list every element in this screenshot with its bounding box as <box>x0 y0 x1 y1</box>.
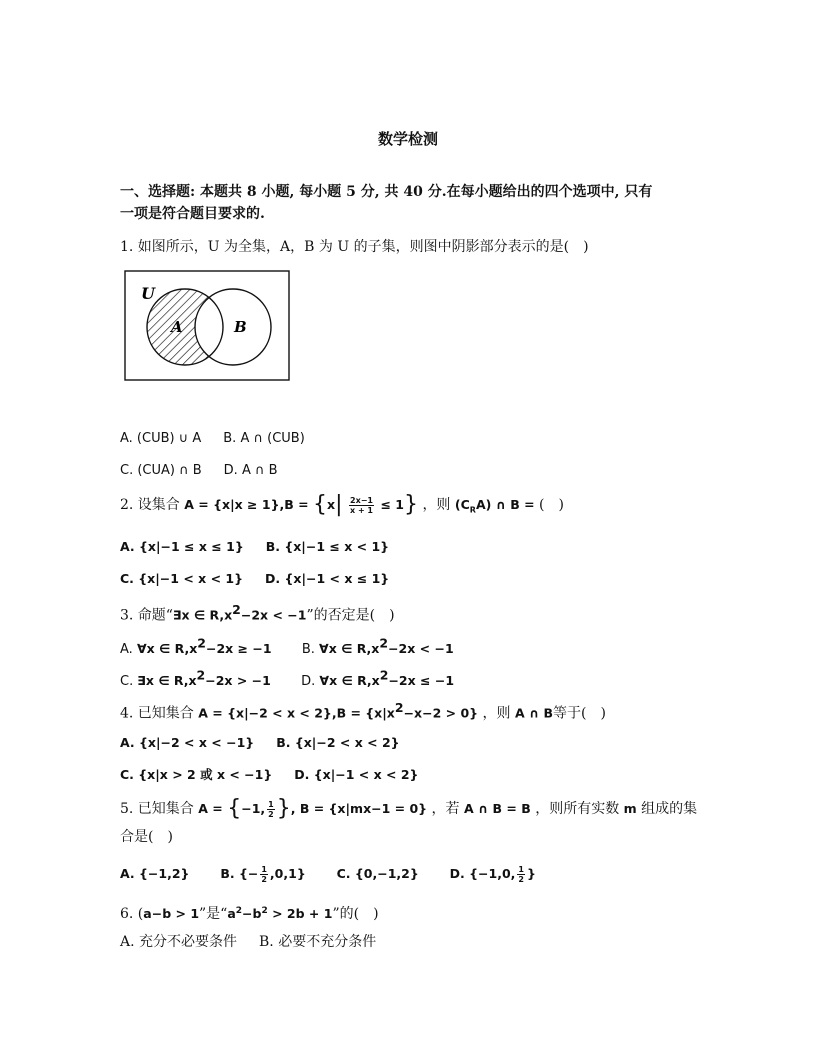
q5-stem-end: 组成的集 <box>641 801 698 817</box>
q3-option-a-label: A. <box>120 642 133 658</box>
q3-option-c-label: C. <box>120 674 134 690</box>
q3-option-c-sup: 2 <box>196 668 206 683</box>
q5-options-row <box>120 864 536 884</box>
q4-stem-mid: ，则 <box>482 705 511 722</box>
q6-stem <box>120 901 379 924</box>
q5-brace-open: { <box>227 796 242 821</box>
label-u: U <box>141 284 155 303</box>
q5-option-b-prefix: B. {− <box>220 866 259 881</box>
q5-set-a-val: −1, <box>241 801 266 816</box>
q5-option-d-frac <box>517 865 525 884</box>
q1-option-a[interactable]: A. (CUB) ∪ A <box>120 431 202 446</box>
q4-sets-sup: 2 <box>394 700 404 715</box>
q3-option-c-a: ∃x ∈ R,x <box>137 673 197 689</box>
q6-stem-prefix: 6. ( <box>120 906 144 923</box>
q3-option-a-a: ∀x ∈ R,x <box>136 641 198 657</box>
q5-option-b-suffix: ,0,1} <box>269 866 306 881</box>
q3-option-c-b: −2x > −1 <box>205 673 271 689</box>
q5-var: m <box>623 801 637 816</box>
section-heading-line2: 一项是符合题目要求的. <box>120 206 265 222</box>
q6-cond2-b: −b <box>242 906 262 922</box>
q5-option-d-frac-num: 1 <box>518 865 524 874</box>
q3-options-row1 <box>120 634 454 660</box>
q6-cond2-sup2: 2 <box>261 906 268 916</box>
label-a: A <box>171 318 183 336</box>
q5-stem-tail: ，则所有实数 <box>535 801 620 817</box>
q2-option-b[interactable]: B. {x|−1 ≤ x < 1} <box>265 539 390 554</box>
q5-option-b-frac <box>260 865 268 884</box>
q2-stem-end: ( ) <box>539 497 564 513</box>
q4-expr: A ∩ B <box>514 705 554 721</box>
q5-set-a: A = <box>198 801 223 816</box>
q2-complement-tail: A) ∩ B = <box>475 497 535 512</box>
q2-complement-sub: R <box>469 505 476 515</box>
q2-complement <box>454 497 535 515</box>
q5-option-b-frac-num: 1 <box>261 865 267 874</box>
q3-option-a-b: −2x ≥ −1 <box>205 641 272 657</box>
q2-set-a: A = {x|x ≥ 1},B = <box>184 497 309 512</box>
q5-stem-mid: ，若 <box>431 801 460 817</box>
q2-option-d[interactable]: D. {x|−1 < x ≤ 1} <box>265 571 390 586</box>
q2-stem <box>120 492 564 521</box>
q3-option-a[interactable] <box>120 636 272 658</box>
q5-option-c[interactable]: C. {0,−1,2} <box>336 866 419 881</box>
q5-option-b-frac-den: 2 <box>261 875 267 884</box>
q3-option-c[interactable] <box>120 668 271 690</box>
q3-option-b-label: B. <box>301 642 315 658</box>
q5-stem <box>120 796 698 821</box>
q4-sets-b: −x−2 > 0} <box>403 705 479 721</box>
q6-option-a[interactable]: A. 充分不必要条件 <box>120 934 238 950</box>
q4-stem-prefix: 4. 已知集合 <box>120 705 194 722</box>
q6-cond2-sup1: 2 <box>235 906 243 916</box>
q2-bar: | <box>335 492 343 517</box>
q2-frac-den: x + 1 <box>350 505 373 515</box>
q2-stem-prefix: 2. 设集合 <box>120 497 180 513</box>
q6-options-row1 <box>120 932 376 952</box>
q3-prop-b: −2x < −1 <box>240 607 307 623</box>
q5-set-b: , B = {x|mx−1 = 0} <box>290 801 428 816</box>
q5-option-d-prefix: D. {−1,0, <box>449 866 516 881</box>
q4-option-c[interactable]: C. {x|x > 2 或 x < −1} <box>120 767 273 782</box>
q3-stem-end: ”的否定是( ) <box>306 607 395 624</box>
q3-option-d[interactable] <box>301 668 455 690</box>
q5-frac-num: 1 <box>268 799 274 809</box>
q2-frac-num: 2x−1 <box>350 495 373 505</box>
q6-stem-end: ”的( ) <box>332 906 379 923</box>
q6-cond2-c: > 2b + 1 <box>272 906 333 922</box>
q4-option-d[interactable]: D. {x|−1 < x < 2} <box>294 767 419 782</box>
q1-option-b[interactable]: B. A ∩ (CUB) <box>223 431 305 446</box>
q2-brace-close: } <box>403 492 418 517</box>
q3-options-row2 <box>120 666 454 692</box>
q3-stem-prefix: 3. 命题“ <box>120 607 173 624</box>
q2-options-row2 <box>120 569 389 589</box>
q3-option-d-b: −2x ≤ −1 <box>388 673 455 689</box>
page-title: 数学检测 <box>377 130 438 148</box>
q2-options-row1 <box>120 537 389 557</box>
q3-option-d-label: D. <box>301 674 316 690</box>
q2-option-a[interactable]: A. {x|−1 ≤ x ≤ 1} <box>120 539 244 554</box>
q5-option-d-frac-den: 2 <box>518 875 524 884</box>
q5-cond: A ∩ B = B <box>464 801 531 816</box>
q2-complement-c: (C <box>454 497 470 512</box>
q4-options-row1 <box>120 733 400 753</box>
venn-diagram <box>124 270 292 382</box>
q4-sets-a: A = {x|−2 < x < 2},B = {x|x <box>198 705 395 721</box>
q3-option-b-sup: 2 <box>379 636 389 651</box>
q5-option-b[interactable] <box>220 865 306 884</box>
q4-option-a[interactable]: A. {x|−2 < x < −1} <box>120 735 255 750</box>
q5-stem-prefix: 5. 已知集合 <box>120 801 194 817</box>
q1-stem: 1. 如图所示，U 为全集，A，B 为 U 的子集，则图中阴影部分表示的是( ) <box>120 239 589 255</box>
q1-options-row2 <box>120 461 278 481</box>
q3-option-d-sup: 2 <box>379 668 389 683</box>
q5-option-d[interactable] <box>449 865 536 884</box>
q5-option-d-suffix: } <box>527 866 536 881</box>
q5-option-a[interactable]: A. {−1,2} <box>120 866 190 881</box>
q2-set-b-tail: ≤ 1 <box>380 497 404 512</box>
q4-stem-end: 等于( ) <box>553 705 606 722</box>
q1-option-d[interactable]: D. A ∩ B <box>223 463 278 478</box>
q4-stem <box>120 698 606 724</box>
q6-option-b[interactable]: B. 必要不充分条件 <box>259 934 377 950</box>
q5-stem-line2: 合是( ) <box>120 829 173 845</box>
q2-set-b-var: x <box>327 497 336 512</box>
q6-stem-mid: ”是“ <box>199 906 228 923</box>
q2-fraction <box>349 496 374 515</box>
q4-options-row2 <box>120 765 418 785</box>
q3-option-b-a: ∀x ∈ R,x <box>319 641 380 657</box>
section-heading-line1: 一、选择题: 本题共 8 小题, 每小题 5 分, 共 40 分.在每小题给出的四个选项中, 只有 <box>120 184 653 200</box>
q3-stem <box>120 600 395 626</box>
q5-frac-den: 2 <box>268 809 274 819</box>
q5-brace-close: } <box>276 796 291 821</box>
q3-option-b-b: −2x < −1 <box>388 641 454 657</box>
q1-options-row1 <box>120 429 305 449</box>
q3-option-d-a: ∀x ∈ R,x <box>319 673 380 689</box>
q3-option-b[interactable] <box>301 636 454 658</box>
q6-cond1: a−b > 1 <box>143 906 200 922</box>
q4-option-b[interactable]: B. {x|−2 < x < 2} <box>276 735 400 750</box>
q1-option-c[interactable]: C. (CUA) ∩ B <box>120 463 202 478</box>
q3-option-a-sup: 2 <box>197 636 206 651</box>
q2-option-c[interactable]: C. {x|−1 < x < 1} <box>120 571 243 586</box>
label-b: B <box>234 318 247 336</box>
q6-cond2-a: a <box>227 906 236 922</box>
q2-brace-open: { <box>313 492 328 517</box>
q5-fraction <box>267 800 275 819</box>
q6-cond2 <box>227 906 332 921</box>
q2-stem-mid: ，则 <box>422 497 451 513</box>
q3-prop-sup: 2 <box>232 602 241 617</box>
q3-prop-a: ∃x ∈ R,x <box>172 607 233 623</box>
